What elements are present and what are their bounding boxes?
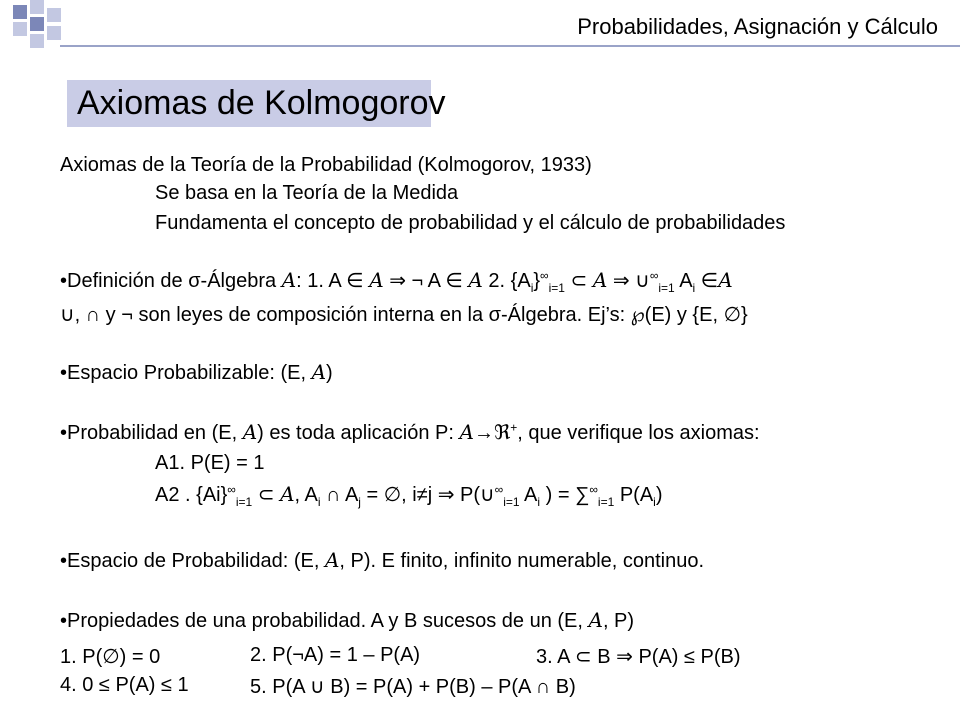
decor-square <box>47 26 61 40</box>
decor-square <box>30 17 44 31</box>
decor-square <box>13 5 27 19</box>
decor-square <box>30 0 44 14</box>
propiedad-5: 5. P(A ∪ B) = P(A) + P(B) – P(A ∩ B) <box>250 676 576 698</box>
axiom-a1: A1. P(E) = 1 <box>155 452 265 474</box>
espacio-de-probabilidad: • Espacio de Probabilidad: (E, A, P). E finito, infinito numerable, continuo. <box>60 548 704 573</box>
decor-square <box>47 8 61 22</box>
propiedad-1: 1. P(∅) = 0 <box>60 646 161 668</box>
axiom-a2: A2 . $\{Ai\}^\infty_{i=1}$ ⊂ A, $A_i$ ∩ $A_j$ = ∅, i≠j ⇒ $P(\cup^\infty_{i=1}$ $A_i$ ) = $\sum^\infty_{i=1}$ $P(A_i)$ <box>155 482 663 509</box>
decor-square <box>30 34 44 48</box>
decor-square <box>13 22 27 36</box>
probabilidad-definition: • Probabilidad en (E, A) es toda aplicación P: A→ℜ+, que verifique los axiomas: <box>60 420 760 445</box>
slide-title-box <box>67 80 446 127</box>
header-divider <box>60 45 960 47</box>
sigma-algebra-definition: • Definición de σ-Álgebra A: 1. A ∈ A ⇒ ¬ A ∈ A 2. $\{A_i\}^\infty_{i=1}$ ⊂ A ⇒ $\cup^\infty_{i=1}$ $A_i$ ∈A <box>60 268 733 295</box>
propiedades-heading: • Propiedades de una probabilidad. A y B sucesos de un (E, A, P) <box>60 608 634 633</box>
propiedad-2: 2. P(¬A) = 1 – P(A) <box>250 644 421 666</box>
intro-line-1: Axiomas de la Teoría de la Probabilidad (Kolmogorov, 1933) <box>60 154 592 176</box>
header-title: Probabilidades, Asignación y Cálculo <box>577 14 938 39</box>
intro-line-3: Fundamenta el concepto de probabilidad y el cálculo de probabilidades <box>155 212 786 234</box>
propiedad-3: 3. A ⊂ B ⇒ P(A) ≤ P(B) <box>536 646 741 668</box>
propiedad-4: 4. 0 ≤ P(A) ≤ 1 <box>60 674 189 696</box>
slide-title: Axiomas de Kolmogorov <box>77 84 446 122</box>
sigma-algebra-operations: ∪, ∩ y ¬ son leyes de composición interna en la σ-Álgebra. Ej’s: ℘(E) y {E, ∅} <box>60 304 748 326</box>
intro-line-2: Se basa en la Teoría de la Medida <box>155 182 459 204</box>
espacio-probabilizable: • Espacio Probabilizable: (E, A) <box>60 360 333 385</box>
